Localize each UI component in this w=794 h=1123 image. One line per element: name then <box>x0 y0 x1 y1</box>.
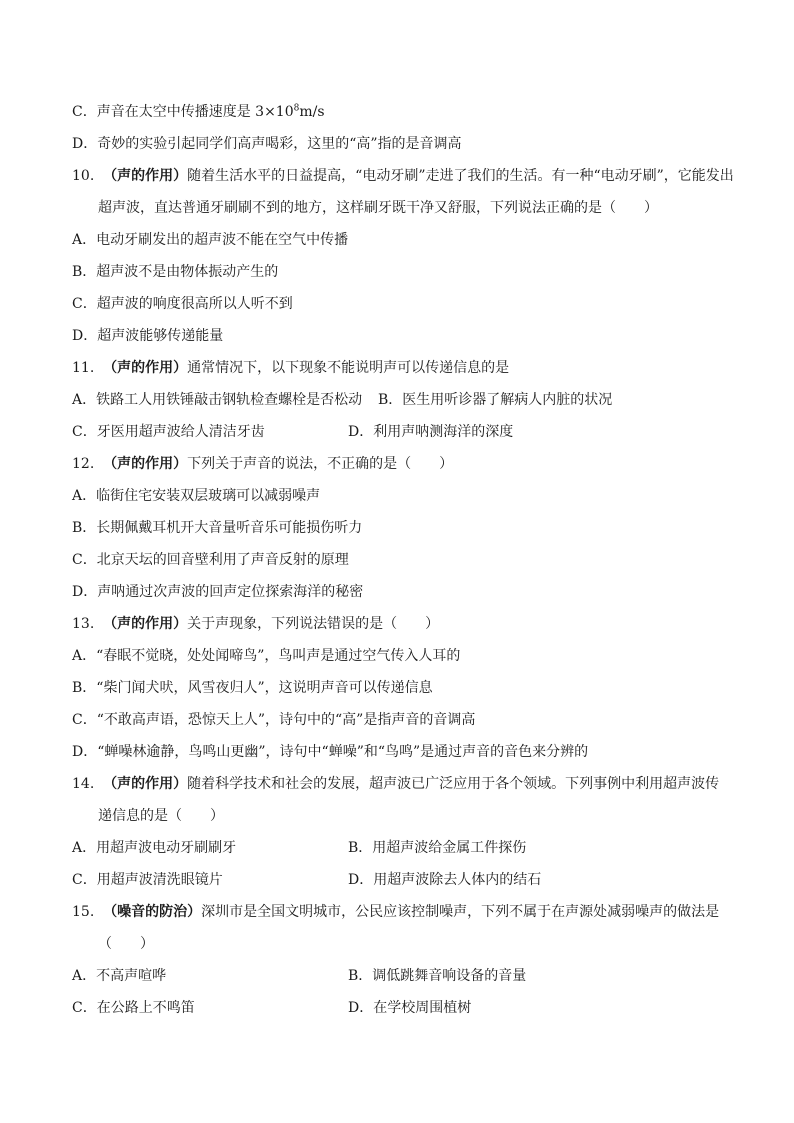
question-number: 10. <box>72 168 95 184</box>
q10-option-d: D．超声波能够传递能量 <box>72 328 224 344</box>
question-stem-line: 下列关于声音的说法，不正确的是（ ） <box>187 456 454 472</box>
q10-option-c: C．超声波的响度很高所以人听不到 <box>72 296 293 312</box>
q9-option-d: D．奇妙的实验引起同学们高声喝彩，这里的“高”指的是音调高 <box>72 136 462 152</box>
question-tag: （声的作用） <box>103 616 188 632</box>
q15-option-a: A．不高声喧哗 <box>72 968 167 984</box>
q13-stem <box>72 614 439 634</box>
q15-option-d: D．在学校周围植树 <box>348 1000 472 1016</box>
question-number: 14. <box>72 776 95 792</box>
q11-option-b: B．医生用听诊器了解病人内脏的状况 <box>378 392 613 408</box>
q10-option-a: A．电动牙刷发出的超声波不能在空气中传播 <box>72 232 349 248</box>
q14-option-d: D．用超声波除去人体内的结石 <box>348 872 542 888</box>
question-number: 11. <box>72 360 95 376</box>
question-stem-line: 关于声现象，下列说法错误的是（ ） <box>187 616 440 632</box>
q14-options-cd <box>72 870 542 890</box>
q12-option-d: D．声呐通过次声波的回声定位探索海洋的秘密 <box>72 584 364 600</box>
q15-stem <box>72 902 719 922</box>
q14-option-c: C．用超声波清洗眼镜片 <box>72 872 223 888</box>
question-stem-line: 随着科学技术和社会的发展，超声波已广泛应用于各个领域。下列事例中利用超声波传 <box>187 776 720 792</box>
q15-options-cd <box>72 998 472 1018</box>
q15-stem-line2: （ ） <box>98 936 154 952</box>
q11-option-c: C．牙医用超声波给人清洁牙齿 <box>72 424 265 440</box>
question-tag: （声的作用） <box>103 360 188 376</box>
q11-option-a: A．铁路工人用铁锤敲击钢轨检查螺栓是否松动 <box>72 392 363 408</box>
q14-option-b: B．用超声波给金属工件探伤 <box>348 840 527 856</box>
q9-option-c-text: C．声音在太空中传播速度是 3×10 <box>72 104 294 120</box>
q13-option-d: D．“蝉噪林逾静，鸟鸣山更幽”，诗句中“蝉噪”和“鸟鸣”是通过声音的音色来分辨的 <box>72 744 589 760</box>
question-tag: （声的作用） <box>103 776 188 792</box>
q10-option-b: B．超声波不是由物体振动产生的 <box>72 264 279 280</box>
q12-option-c: C．北京天坛的回音壁利用了声音反射的原理 <box>72 552 349 568</box>
question-number: 15. <box>72 904 95 920</box>
q12-option-a: A．临街住宅安装双层玻璃可以减弱噪声 <box>72 488 321 504</box>
exponent: 8 <box>293 103 300 114</box>
question-number: 12. <box>72 456 95 472</box>
q12-option-b: B．长期佩戴耳机开大音量听音乐可能损伤听力 <box>72 520 363 536</box>
q14-stem-line2: 递信息的是（ ） <box>98 808 224 824</box>
q13-option-c: C．“不敢高声语，恐惊天上人”，诗句中的“高”是指声音的音调高 <box>72 712 476 728</box>
q15-options-ab <box>72 966 527 986</box>
question-stem-line: 随着生活水平的日益提高，“电动牙刷”走进了我们的生活。有一种“电动牙刷”，它能发出 <box>187 168 734 184</box>
question-number: 13. <box>72 616 95 632</box>
q13-option-a: A．“春眠不觉晓，处处闻啼鸟”，鸟叫声是通过空气传入人耳的 <box>72 648 461 664</box>
unit: m/s <box>299 104 325 120</box>
question-tag: （噪音的防治） <box>103 904 202 920</box>
q11-options-ab <box>72 390 613 410</box>
question-tag: （声的作用） <box>103 456 188 472</box>
q10-stem-line2: 超声波，直达普通牙刷刷不到的地方，这样刷牙既干净又舒服，下列说法正确的是（ ） <box>98 200 658 216</box>
question-stem-line: 深圳市是全国文明城市，公民应该控制噪声，下列不属于在声源处减弱噪声的做法是 <box>201 904 720 920</box>
q12-stem <box>72 454 453 474</box>
q13-option-b: B．“柴门闻犬吠，风雪夜归人”，这说明声音可以传递信息 <box>72 680 433 696</box>
q11-option-d: D．利用声呐测海洋的深度 <box>348 424 514 440</box>
q11-options-cd <box>72 422 514 442</box>
q14-options-ab <box>72 838 527 858</box>
q11-stem <box>72 358 509 378</box>
q14-option-a: A．用超声波电动牙刷刷牙 <box>72 840 237 856</box>
q15-option-c: C．在公路上不鸣笛 <box>72 1000 195 1016</box>
q10-stem <box>72 166 734 186</box>
q9-option-c <box>72 102 325 122</box>
question-tag: （声的作用） <box>103 168 188 184</box>
q15-option-b: B．调低跳舞音响设备的音量 <box>348 968 527 984</box>
q14-stem <box>72 774 719 794</box>
question-stem-line: 通常情况下，以下现象不能说明声可以传递信息的是 <box>187 360 510 376</box>
